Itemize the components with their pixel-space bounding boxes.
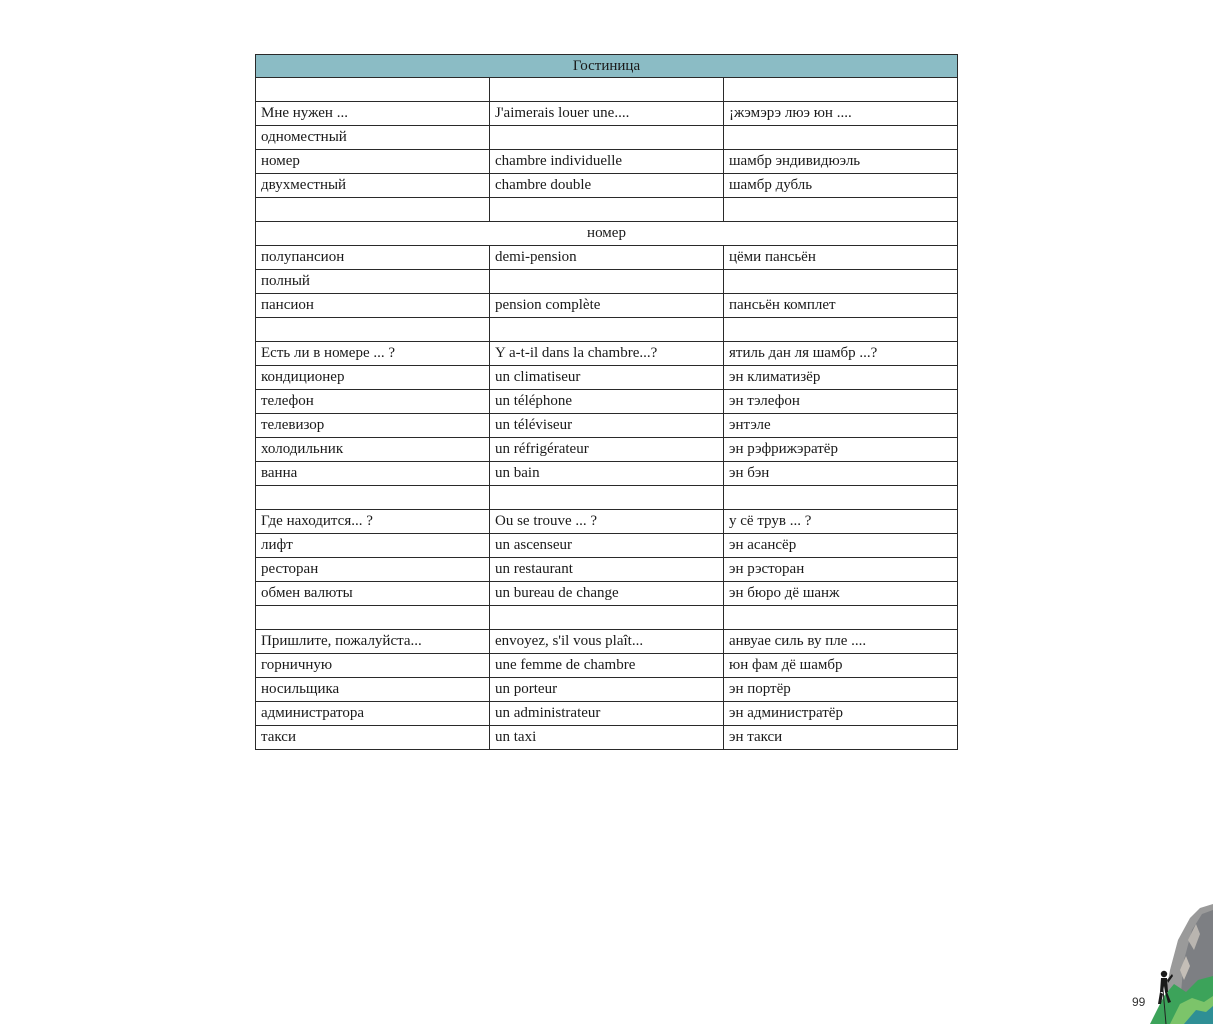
- french-cell: un téléphone: [490, 390, 724, 414]
- table-title: Гостиница: [256, 55, 958, 78]
- table-row: [256, 318, 958, 342]
- table-row: [256, 78, 958, 102]
- transcription-cell: пансьён комплет: [724, 294, 958, 318]
- transcription-cell: эн асансёр: [724, 534, 958, 558]
- table-row: [256, 486, 958, 510]
- table-row: [256, 270, 958, 294]
- french-cell: envoyez, s'il vous plaît...: [490, 630, 724, 654]
- table-row: [256, 246, 958, 270]
- transcription-cell: [724, 606, 958, 630]
- french-cell: une femme de chambre: [490, 654, 724, 678]
- russian-cell: [256, 606, 490, 630]
- transcription-cell: эн портёр: [724, 678, 958, 702]
- russian-cell: холодильник: [256, 438, 490, 462]
- transcription-cell: шамбр дубль: [724, 174, 958, 198]
- mountain-climber-illustration: [1140, 900, 1213, 1024]
- transcription-cell: [724, 270, 958, 294]
- transcription-cell: эн климатизёр: [724, 366, 958, 390]
- transcription-cell: эн тэлефон: [724, 390, 958, 414]
- russian-cell: Пришлите, пожалуйста...: [256, 630, 490, 654]
- table-row: [256, 462, 958, 486]
- russian-cell: кондиционер: [256, 366, 490, 390]
- transcription-cell: [724, 78, 958, 102]
- russian-cell: номер: [256, 150, 490, 174]
- russian-cell: телевизор: [256, 414, 490, 438]
- russian-cell: Где находится... ?: [256, 510, 490, 534]
- french-cell: Ou se trouve ... ?: [490, 510, 724, 534]
- table-row: [256, 102, 958, 126]
- transcription-cell: эн рэфрижэратёр: [724, 438, 958, 462]
- table-row: [256, 702, 958, 726]
- transcription-cell: цёми пансьён: [724, 246, 958, 270]
- russian-cell: Мне нужен ...: [256, 102, 490, 126]
- section-heading-cell: номер: [256, 222, 958, 246]
- table-row: [256, 510, 958, 534]
- table-row: [256, 678, 958, 702]
- transcription-cell: ¡жэмэрэ люэ юн ....: [724, 102, 958, 126]
- table-row: [256, 198, 958, 222]
- table-row: [256, 606, 958, 630]
- table-row: [256, 126, 958, 150]
- transcription-cell: эн такси: [724, 726, 958, 750]
- french-cell: demi-pension: [490, 246, 724, 270]
- table-row: [256, 222, 958, 246]
- french-cell: chambre double: [490, 174, 724, 198]
- table-title-row: [256, 55, 958, 78]
- russian-cell: лифт: [256, 534, 490, 558]
- french-cell: un climatiseur: [490, 366, 724, 390]
- russian-cell: [256, 318, 490, 342]
- table-row: [256, 174, 958, 198]
- french-cell: un restaurant: [490, 558, 724, 582]
- russian-cell: администратора: [256, 702, 490, 726]
- phrasebook-table: [255, 54, 958, 750]
- transcription-cell: ятиль дан ля шамбр ...?: [724, 342, 958, 366]
- transcription-cell: анвуае силь ву пле ....: [724, 630, 958, 654]
- french-cell: [490, 606, 724, 630]
- table-row: [256, 630, 958, 654]
- russian-cell: Есть ли в номере ... ?: [256, 342, 490, 366]
- table-row: [256, 582, 958, 606]
- french-cell: un bain: [490, 462, 724, 486]
- french-cell: [490, 486, 724, 510]
- french-cell: [490, 78, 724, 102]
- french-cell: un porteur: [490, 678, 724, 702]
- russian-cell: телефон: [256, 390, 490, 414]
- table-row: [256, 558, 958, 582]
- transcription-cell: [724, 486, 958, 510]
- french-cell: [490, 318, 724, 342]
- french-cell: [490, 198, 724, 222]
- russian-cell: носильщика: [256, 678, 490, 702]
- transcription-cell: энтэле: [724, 414, 958, 438]
- transcription-cell: эн администратёр: [724, 702, 958, 726]
- russian-cell: ванна: [256, 462, 490, 486]
- transcription-cell: юн фам дё шамбр: [724, 654, 958, 678]
- russian-cell: пансион: [256, 294, 490, 318]
- russian-cell: обмен валюты: [256, 582, 490, 606]
- french-cell: un taxi: [490, 726, 724, 750]
- russian-cell: [256, 78, 490, 102]
- russian-cell: полный: [256, 270, 490, 294]
- russian-cell: горничную: [256, 654, 490, 678]
- table-row: [256, 150, 958, 174]
- transcription-cell: [724, 318, 958, 342]
- phrasebook-table-body: [256, 55, 958, 750]
- russian-cell: такси: [256, 726, 490, 750]
- french-cell: un téléviseur: [490, 414, 724, 438]
- transcription-cell: [724, 126, 958, 150]
- french-cell: un réfrigérateur: [490, 438, 724, 462]
- table-row: [256, 342, 958, 366]
- table-row: [256, 390, 958, 414]
- table-row: [256, 438, 958, 462]
- russian-cell: [256, 198, 490, 222]
- russian-cell: полупансион: [256, 246, 490, 270]
- transcription-cell: шамбр эндивидюэль: [724, 150, 958, 174]
- russian-cell: одноместный: [256, 126, 490, 150]
- transcription-cell: [724, 198, 958, 222]
- french-cell: pension complète: [490, 294, 724, 318]
- french-cell: un administrateur: [490, 702, 724, 726]
- russian-cell: двухместный: [256, 174, 490, 198]
- french-cell: un bureau de change: [490, 582, 724, 606]
- french-cell: chambre individuelle: [490, 150, 724, 174]
- russian-cell: [256, 486, 490, 510]
- page-number: 99: [1132, 995, 1146, 1009]
- french-cell: un ascenseur: [490, 534, 724, 558]
- french-cell: Y a-t-il dans la chambre...?: [490, 342, 724, 366]
- french-cell: [490, 126, 724, 150]
- table-row: [256, 294, 958, 318]
- table-row: [256, 534, 958, 558]
- table-row: [256, 414, 958, 438]
- table-row: [256, 726, 958, 750]
- table-row: [256, 654, 958, 678]
- transcription-cell: эн бюро дё шанж: [724, 582, 958, 606]
- transcription-cell: у сё трув ... ?: [724, 510, 958, 534]
- transcription-cell: эн бэн: [724, 462, 958, 486]
- table-row: [256, 366, 958, 390]
- french-cell: [490, 270, 724, 294]
- transcription-cell: эн рэсторан: [724, 558, 958, 582]
- russian-cell: ресторан: [256, 558, 490, 582]
- french-cell: J'aimerais louer une....: [490, 102, 724, 126]
